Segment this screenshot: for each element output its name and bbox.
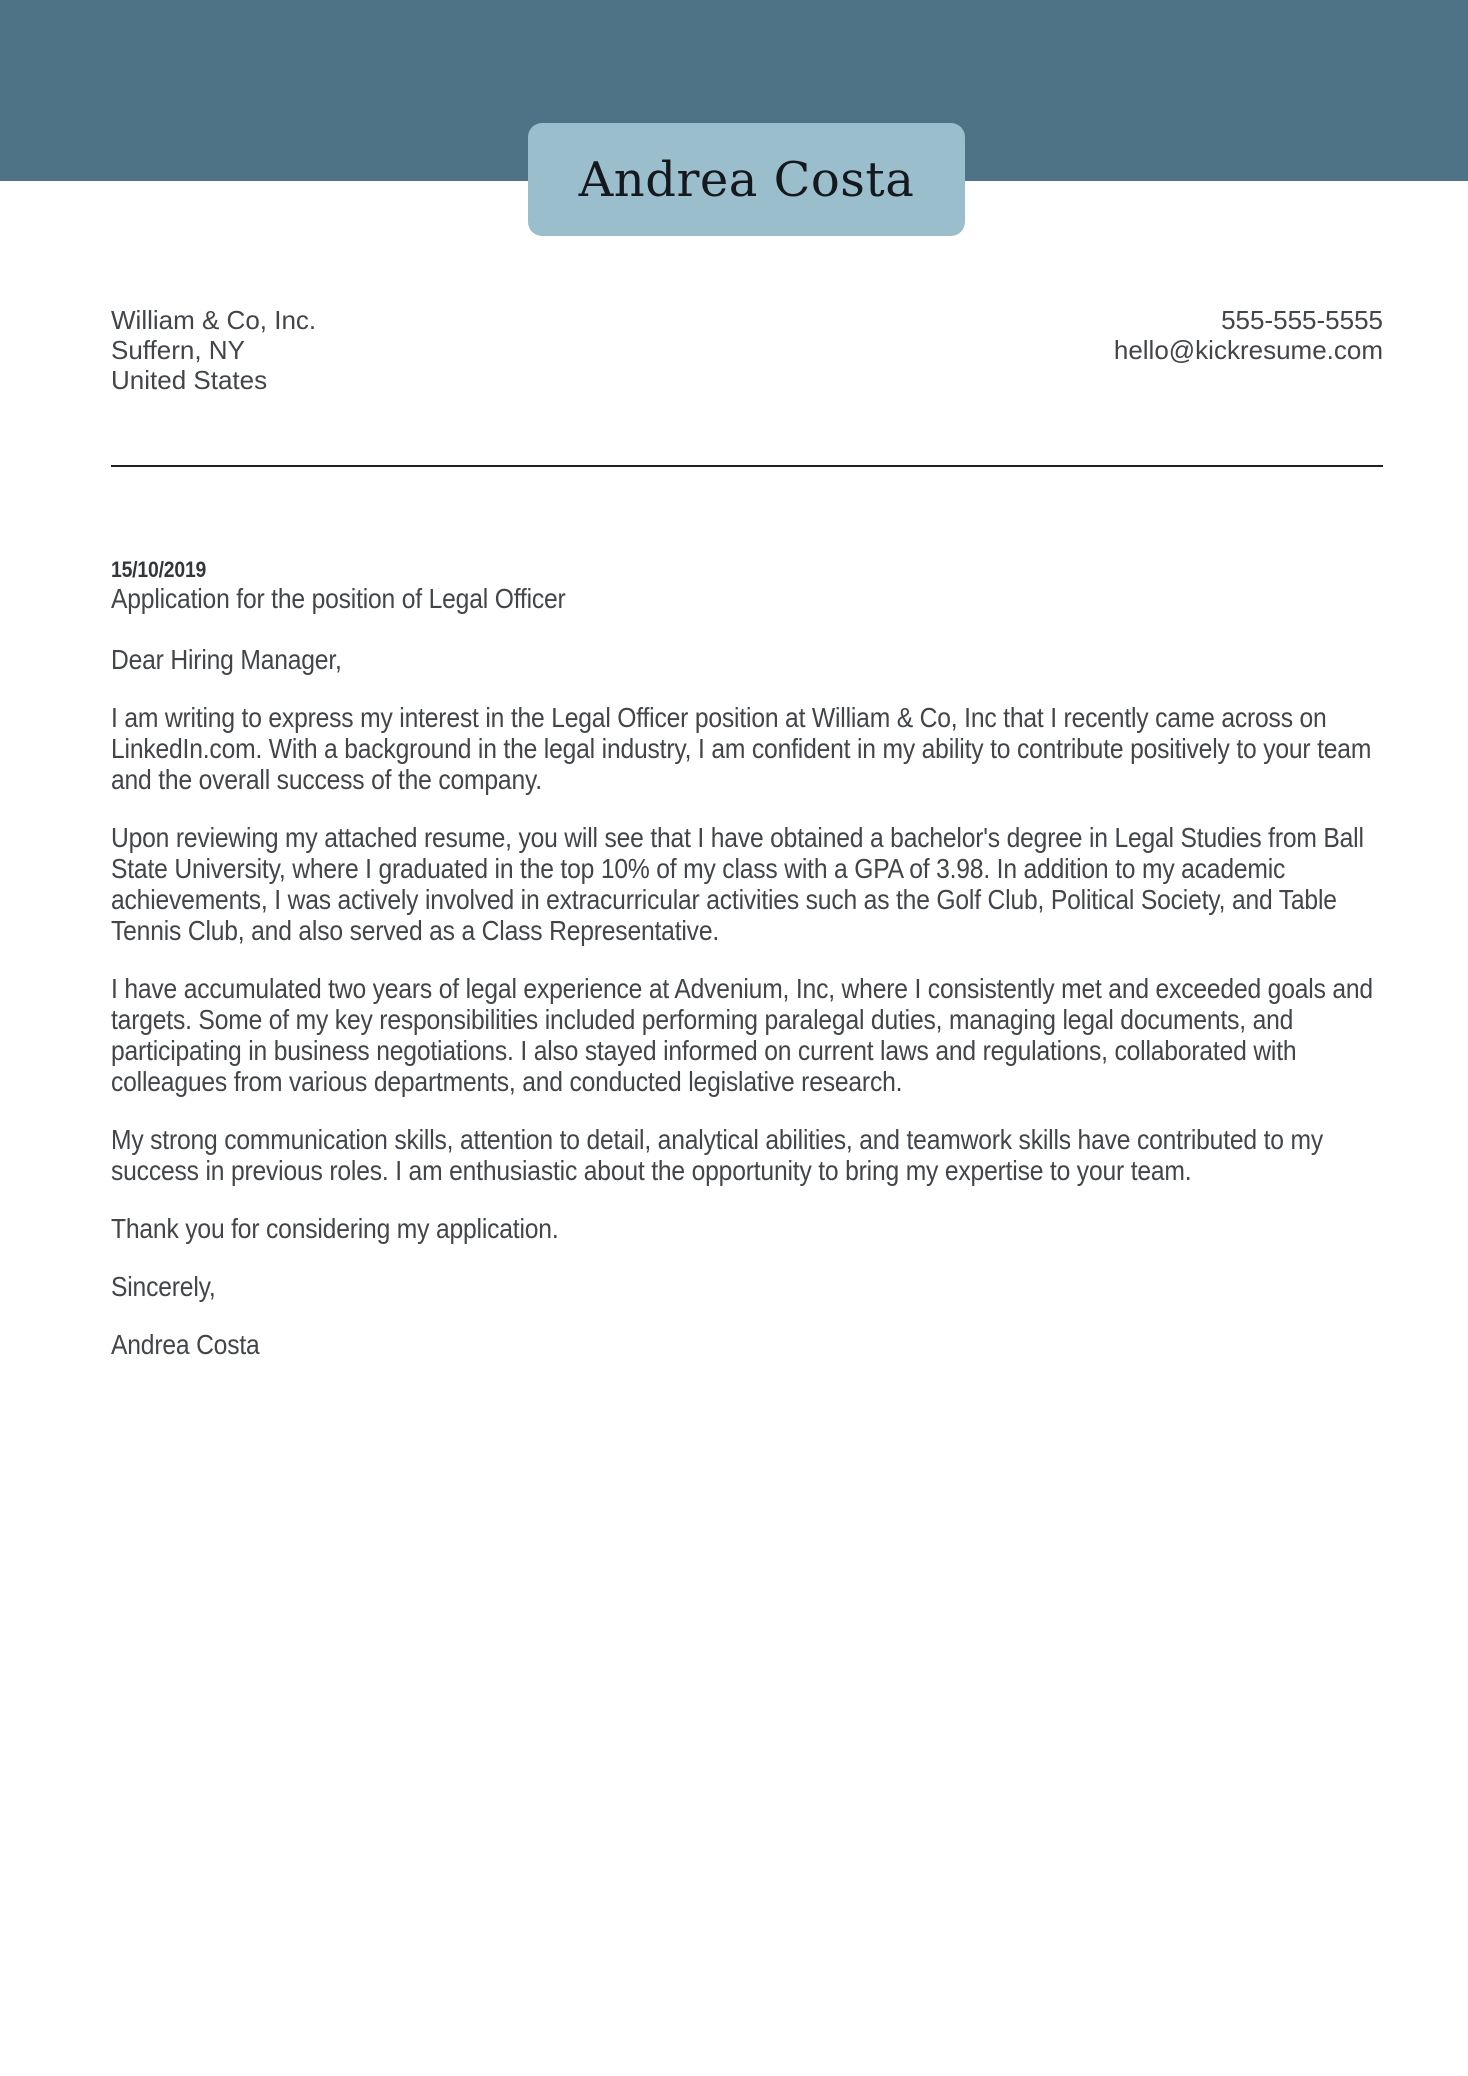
letter-body bbox=[111, 557, 1383, 1360]
recipient-company: William & Co, Inc. bbox=[111, 305, 317, 335]
letter-content bbox=[0, 305, 1468, 1360]
letter-date: 15/10/2019 bbox=[111, 557, 207, 582]
signature-name: Andrea Costa bbox=[111, 1329, 260, 1360]
subject-line: Application for the position of Legal Officer bbox=[111, 583, 566, 614]
name-plate bbox=[528, 123, 965, 236]
closing-line: Thank you for considering my application. bbox=[111, 1213, 559, 1244]
sender-phone: 555-555-5555 bbox=[1221, 305, 1383, 335]
candidate-name: Andrea Costa bbox=[578, 151, 915, 208]
sender-contact-block bbox=[1114, 305, 1383, 365]
recipient-country: United States bbox=[111, 365, 268, 395]
paragraph-skills: My strong communication skills, attention to detail, analytical abilities, and teamwork skills have contributed to my success in previous roles. I am enthusiastic about the opportunity to bring my expertise to your team. bbox=[111, 1124, 1323, 1186]
recipient-address-block bbox=[111, 305, 316, 395]
sender-email: hello@kickresume.com bbox=[1113, 335, 1383, 365]
paragraph-education: Upon reviewing my attached resume, you will see that I have obtained a bachelor's degree in Legal Studies from Ball State University, where I graduated in the top 10% of my class with a GPA of 3.98. In addition to my academic achievements, I was actively involved in extracurricular activities such as the Golf Club, Political Society, and Table Tennis Club, and also served as a Class Representative. bbox=[111, 822, 1364, 946]
contact-row bbox=[111, 305, 1383, 395]
header-divider bbox=[111, 465, 1383, 467]
signoff: Sincerely, bbox=[111, 1271, 216, 1302]
recipient-city: Suffern, NY bbox=[111, 335, 245, 365]
paragraph-experience: I have accumulated two years of legal experience at Advenium, Inc, where I consistently met and exceeded goals and targets. Some of my key responsibilities included performing paralegal duties, managing legal documents, and participating in business negotiations. I also stayed informed on current laws and regulations, collaborated with colleagues from various departments, and conducted legislative research. bbox=[111, 973, 1373, 1097]
paragraph-intro: I am writing to express my interest in the Legal Officer position at William & Co, Inc that I recently came across on LinkedIn.com. With a background in the legal industry, I am confident in my ability to contribute positively to your team and the overall success of the company. bbox=[111, 702, 1372, 795]
salutation: Dear Hiring Manager, bbox=[111, 644, 342, 675]
